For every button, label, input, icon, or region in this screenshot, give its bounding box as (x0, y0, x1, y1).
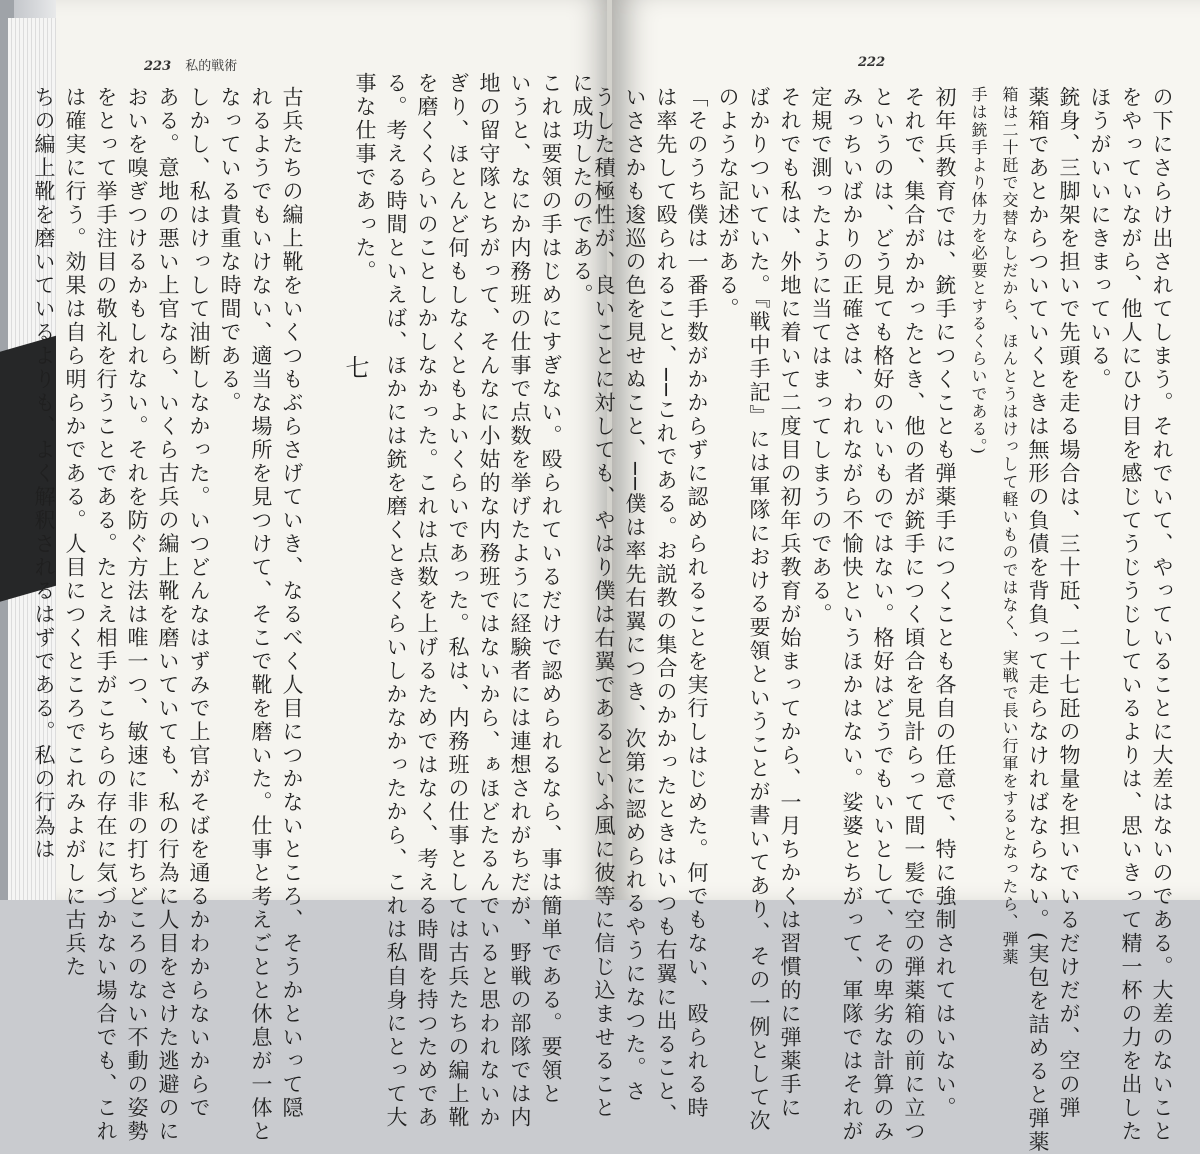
left-text-upper (344, 72, 592, 1130)
right-running-head (858, 55, 885, 70)
left-page (32, 0, 612, 1144)
text-column: これは要領の手はじめにすぎない。殴られているだけで認められるなら、事は簡単である。要領と (539, 72, 563, 1106)
text-column: しかし、私はけっして油断しなかった。いつどんなはずみで上官がそばを通るかわからないからで (187, 86, 211, 1120)
text-column: のような記述がある。 (716, 86, 740, 321)
text-column: る。考える時間といえば、ほかには銃を磨くときくらいしかなかったから、これは私自身にとって大 (384, 72, 408, 1130)
text-column: は確実に行う。効果は自ら明らかである。人目につくところでこれみよがしに古兵た (63, 86, 87, 979)
text-column: の下にさらけ出されてしまう。それでいて、やっていることに大差はないのである。大差のないこと (1150, 86, 1174, 1144)
text-column: いささかも逡巡の色を見せぬこと、──僕は率先右翼につき、次第に認められるやうになつた。さ (623, 86, 647, 1104)
text-column: ある。意地の悪い上官なら、いくら古兵の編上靴を磨いていても、私の行為に人目をさけた逃避のに (156, 86, 180, 1144)
right-text (583, 86, 1172, 1154)
text-column: みっちいばかりの正確さは、われながら不愉快というほかはない。娑婆とちがって、軍隊ではそれが (840, 86, 864, 1144)
text-column: というのは、どう見ても格好のいいものではない。格好はどうでもいいとして、その卑劣な計算のみ (871, 86, 895, 1144)
text-column: いうと、なにか内務班の仕事で点数を挙げたように経験者には連想されがちだが、野戦の部隊では内 (508, 72, 532, 1130)
text-column: を磨くくらいのことしかしなかった。これは点数を上げるためではなく、考える時間を持つためであ (415, 72, 439, 1130)
text-column: ばかりついていた。『戦中手記』には軍隊における要領ということが書いてあり、その一例として次 (747, 86, 771, 1133)
text-column: 薬箱であとからついていくときは無形の負債を背負って走らなければならない。(実包を詰めると弾薬 (1026, 86, 1050, 1154)
text-column: それで、集合がかかったとき、他の者が銃手につく頃合を見計らって間一髪で空の弾薬箱の前に立つ (902, 86, 926, 1144)
text-column: うした積極性が、良いことに対しても、やはり僕は右翼であるといふ風に彼等に信じ込ませること (592, 86, 616, 1120)
text-column: 箱は二十瓩で交替なしだから、ほんとうはけっして軽いものではなく、実戦で長い行軍をするとなったら、弾薬 (1000, 86, 1019, 966)
running-title: 私的戦術 (185, 59, 238, 74)
text-column: をやっていながら、他人にひけ目を感じてうじうじしているよりは、思いきって精一杯の力を出した (1119, 86, 1143, 1144)
text-column: ちの編上靴を磨いているよりも、よく解釈されるはずである。私の行為は (32, 86, 56, 862)
text-column: それでも私は、外地に着いて二度目の初年兵教育が始まってから、一月ちかくは習慣的に弾薬手に (778, 86, 802, 1120)
right-page (592, 0, 1200, 1154)
section-heading: 七 (341, 355, 369, 382)
text-column: 手は銃手より体力を必要とするくらいである。) (969, 86, 988, 456)
text-column: 「そのうち僕は一番手数がかからずに認められることを実行しはじめた。何でもない、殴られる時 (685, 86, 709, 1120)
text-column: れるようでもいけない、適当な場所を見つけて、そこで靴を磨いた。仕事と考えごとと休息が一体と (249, 86, 273, 1144)
text-column: に成功したのである。 (570, 72, 594, 307)
text-column: 事な仕事であった。 (353, 72, 377, 284)
text-column: 定規で測ったように当てはまってしまうのである。 (809, 86, 833, 627)
left-text-lower (23, 86, 302, 1144)
text-column: ほうがいいにきまっている。 (1088, 86, 1112, 392)
text-column: 地の留守隊とちがって、そんなに小姑的な内務班ではないから、ぁほどたるんでいると思われないか (477, 72, 501, 1130)
left-page-number: 223 (144, 59, 172, 74)
text-column: ぎり、ほとんど何もしなくともよいくらいであった。私は、内務班の仕事としては古兵たちの編上靴 (446, 72, 470, 1130)
text-column: おいを嗅ぎつけるかもしれない。それを防ぐ方法は唯一つ、敏速に非の打ちどころのない不動の姿勢 (125, 86, 149, 1144)
text-column: をとって挙手注目の敬礼を行うことである。たとえ相手がこちらの存在に気づかない場合でも、これ (94, 86, 118, 1144)
text-column: なっている貴重な時間である。 (218, 86, 242, 415)
text-column: 初年兵教育では、銃手につくことも弾薬手につくことも各自の任意で、特に強制されてはいない。 (933, 86, 957, 1120)
section-heading-block (311, 235, 367, 382)
text-column: は率先して殴られること、──これである。お説教の集合のかかったときはいつも右翼に出ること、 (654, 86, 678, 1127)
text-column: 古兵たちの編上靴をいくつもぶらさげていき、なるべく人目につかないところ、そうかといって隠 (280, 86, 304, 1120)
left-running-head (144, 55, 237, 74)
right-page-number: 222 (858, 55, 886, 70)
text-column: 銃身、三脚架を担いで先頭を走る場合は、三十瓩、二十七瓩の物量を担いでいるだけだが、空の弾 (1057, 86, 1081, 1120)
